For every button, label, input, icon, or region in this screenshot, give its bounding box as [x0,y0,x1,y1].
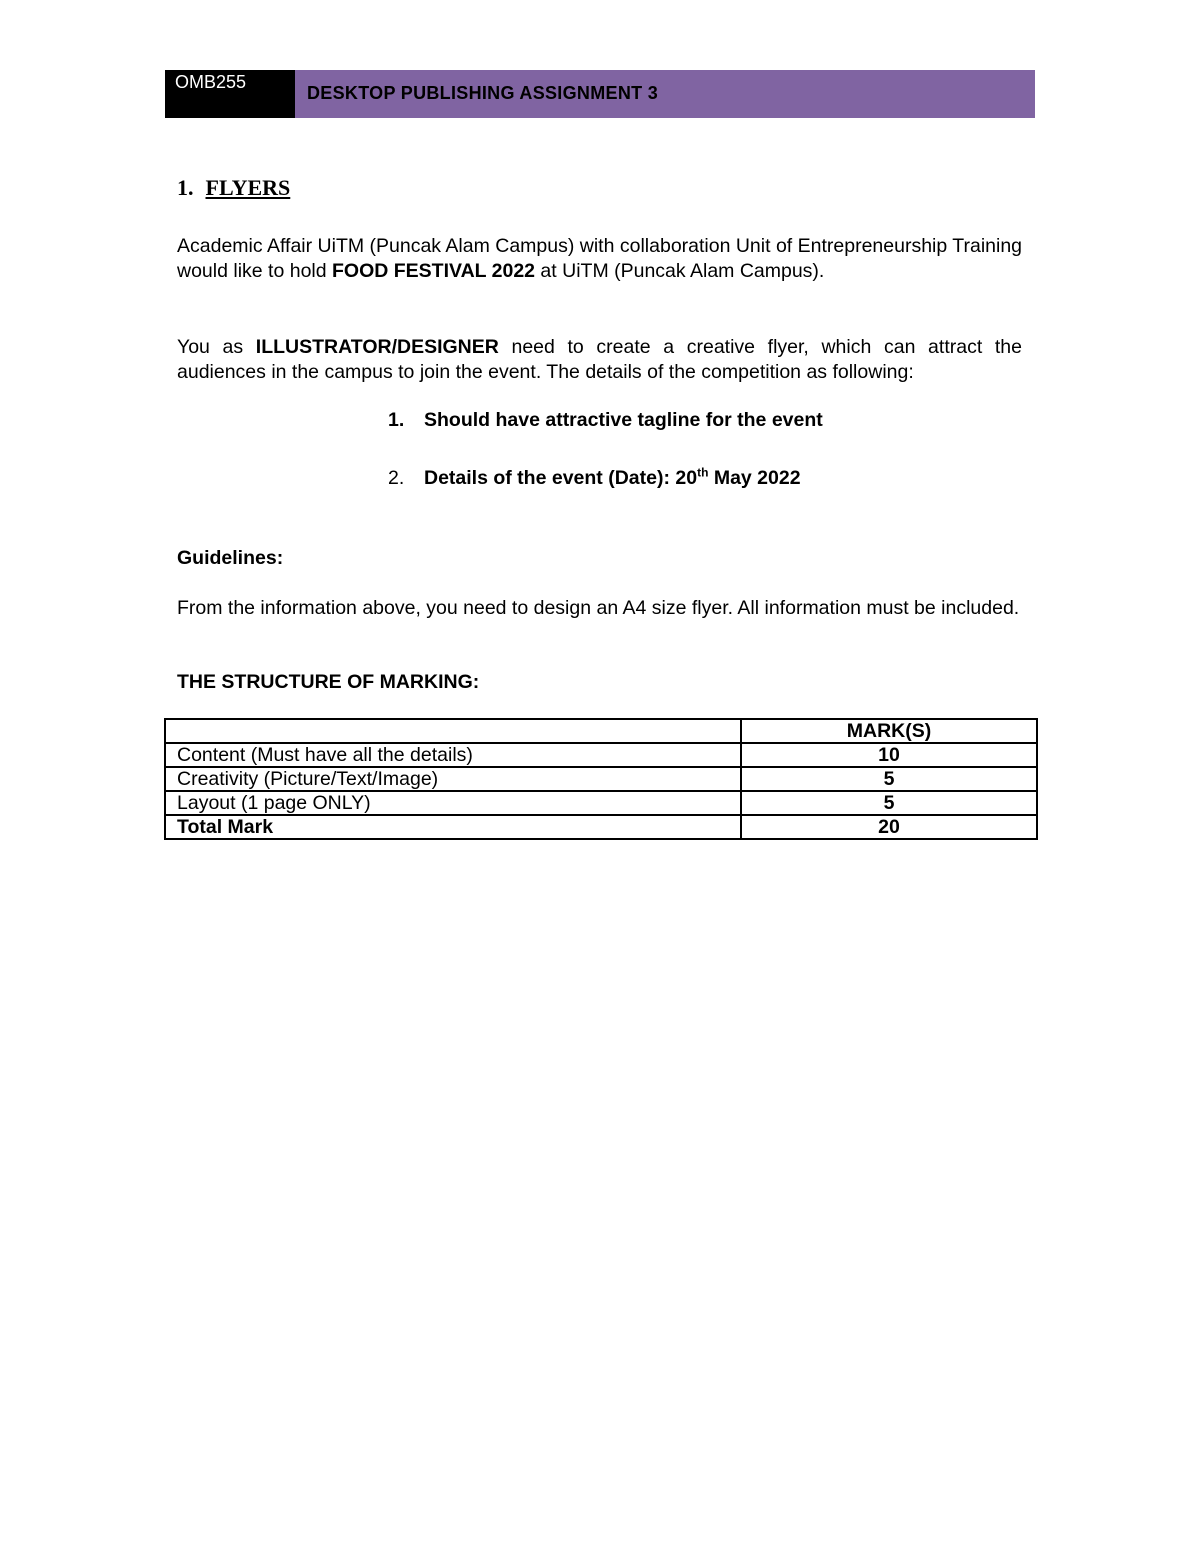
course-code: OMB255 [175,72,247,92]
table-header-row [165,719,1037,743]
event-name: FOOD FESTIVAL 2022 [332,260,536,282]
intro-text-1: Academic Affair UiTM (Puncak Alam Campus) with collaboration Unit of Entrepreneurship Training would like to hold [177,235,1023,282]
section-heading [177,175,290,201]
criteria-cell: Creativity (Picture/Text/Image) [165,767,741,791]
assignment-title: DESKTOP PUBLISHING ASSIGNMENT 3 [307,83,659,103]
header-criteria-cell [165,719,741,743]
requirement-item [388,408,823,433]
requirement-number: 2. [388,466,405,489]
mark-cell: 10 [741,743,1037,767]
intro-paragraph [177,234,1022,284]
course-code-band [165,70,295,118]
marking-label: THE STRUCTURE OF MARKING: [177,671,480,693]
requirement-item [388,460,801,491]
section-number: 1. [177,175,194,200]
total-mark-cell: 20 [741,815,1037,839]
assignment-title-band [295,70,1035,118]
table-row [165,791,1037,815]
table-total-row [165,815,1037,839]
requirement-text-date: Details of the event (Date): 20 [424,466,698,489]
task-paragraph [177,335,1022,385]
header-mark-cell: MARK(S) [741,719,1037,743]
criteria-cell: Layout (1 page ONLY) [165,791,741,815]
intro-text-2: at UiTM (Puncak Alam Campus). [535,260,825,282]
task-text-2: need to create a creative flyer, which can attract the audiences in the campus to join the event. The details of the competition as following: [177,336,1022,383]
section-title: FLYERS [205,175,291,200]
marking-table [164,718,1038,840]
requirement-text-month: May 2022 [708,466,801,489]
requirement-text: Should have attractive tagline for the event [424,409,823,431]
role-name: ILLUSTRATOR/DESIGNER [255,336,499,358]
table-row [165,767,1037,791]
mark-cell: 5 [741,791,1037,815]
task-text-1: You as [177,336,256,358]
date-superscript: th [697,465,709,479]
requirement-number: 1. [388,409,405,431]
mark-cell: 5 [741,767,1037,791]
total-label-cell: Total Mark [165,815,741,839]
guidelines-paragraph: From the information above, you need to design an A4 size flyer. All information must be included. [177,597,1020,619]
guidelines-label: Guidelines: [177,547,284,569]
table-row [165,743,1037,767]
criteria-cell: Content (Must have all the details) [165,743,741,767]
